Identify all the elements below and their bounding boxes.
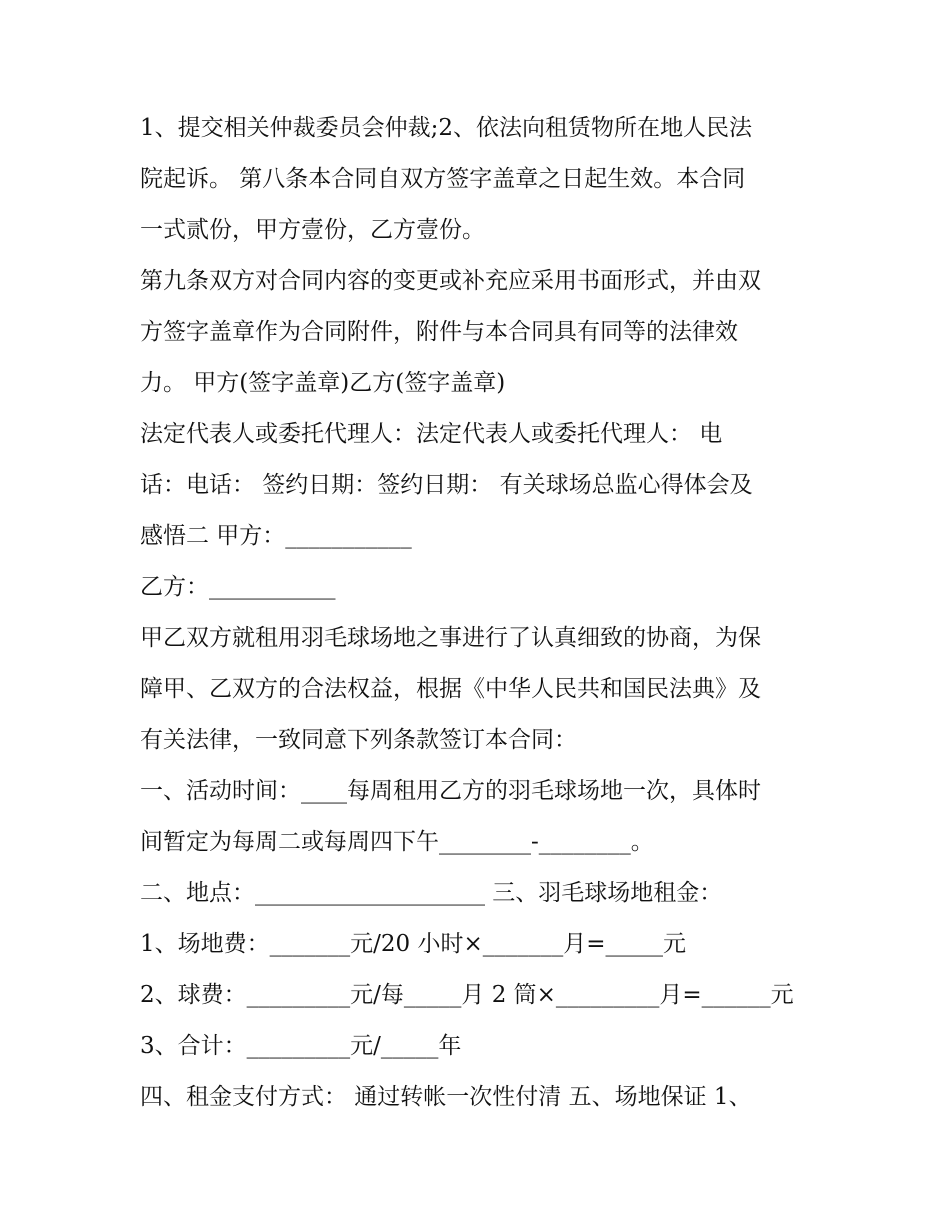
text-line-12: 障甲、乙双方的合法权益，根据《中华人民共和国民法典》及 (140, 676, 761, 702)
text-line-4: 第九条双方对合同内容的变更或补充应采用书面形式，并由双 (140, 268, 761, 294)
text-line-13: 有关法律，一致同意下列条款签订本合同： (140, 727, 577, 753)
text-line-1: 1、提交相关仲裁委员会仲裁;2、依法向租赁物所在地人民法 (140, 115, 753, 141)
text-line-6: 力。 甲方(签字盖章)乙方(签字盖章) (140, 370, 506, 396)
text-line-8: 话：电话： 签约日期：签约日期： 有关球场总监心得体会及 (140, 472, 753, 498)
text-line-18: 2、球费：_________元/每_____月 2 筒×_________月=______元 (140, 982, 794, 1008)
text-line-10: 乙方：___________ (140, 574, 336, 600)
text-line-19: 3、合计：_________元/_____年 (140, 1033, 462, 1059)
text-line-15: 间暂定为每周二或每周四下午________-________。 (140, 829, 654, 855)
text-line-2: 院起诉。 第八条本合同自双方签字盖章之日起生效。本合同 (140, 166, 746, 192)
text-line-17: 1、场地费：_______元/20 小时×_______月=_____元 (140, 931, 687, 957)
text-line-14: 一、活动时间：____每周租用乙方的羽毛球场地一次，具体时 (140, 778, 761, 804)
text-line-11: 甲乙双方就租用羽毛球场地之事进行了认真细致的协商，为保 (140, 625, 761, 651)
text-line-3: 一式贰份，甲方壹份，乙方壹份。 (140, 217, 485, 243)
text-line-20: 四、租金支付方式： 通过转帐一次性付清 五、场地保证 1、 (140, 1084, 752, 1110)
text-line-16: 二、地点：____________________ 三、羽毛球场地租金： (140, 880, 723, 906)
text-line-5: 方签字盖章作为合同附件，附件与本合同具有同等的法律效 (140, 319, 738, 345)
text-line-9: 感悟二 甲方：___________ (140, 523, 412, 549)
text-line-7: 法定代表人或委托代理人：法定代表人或委托代理人： 电 (140, 421, 723, 447)
